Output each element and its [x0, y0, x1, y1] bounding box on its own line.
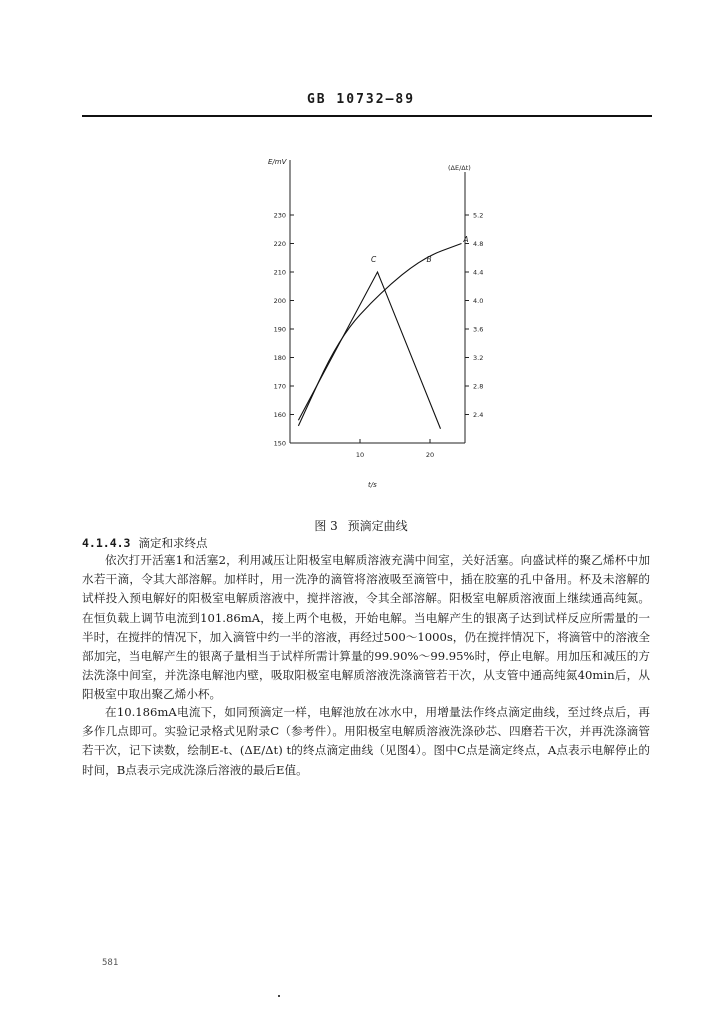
right-y-tick-label: 3.6 — [473, 325, 484, 334]
label-C: C — [371, 255, 377, 265]
left-axis-label: E/mV — [268, 158, 287, 166]
body-paragraph: 在10.186mA电流下，如同预滴定一样，电解池放在冰水中，用增量法作终点滴定曲线，至过终点后，再多作几点即可。实验记录格式见附录C（参考件）。用阳极室电解质溶液洗涤砂芯、四磨若干次，并再洗涤滴管若干次，记下读数，绘制E-t、(ΔE/Δt) t的终点滴定曲线（见图4）。图中C点是滴定终点，A点表示电解停止的时间，B点表示完成洗涤后溶液的最后E值。 — [82, 705, 650, 777]
figure-caption-number: 图 3 — [314, 519, 338, 533]
left-y-tick-label: 200 — [273, 297, 286, 305]
series-C-line — [298, 272, 440, 429]
right-y-tick-label: 2.8 — [473, 382, 484, 391]
left-y-tick-label: 190 — [273, 325, 286, 334]
scan-speck — [278, 995, 280, 997]
pre-titration-chart — [250, 150, 510, 495]
left-y-tick-label: 230 — [273, 211, 286, 220]
standard-code: GB 10732—89 — [306, 92, 416, 107]
pre-titration-figure — [250, 150, 510, 499]
right-y-tick-label: 4.4 — [473, 268, 484, 277]
label-B: B — [426, 255, 432, 265]
left-y-tick-label: 150 — [273, 439, 286, 448]
right-y-tick-label: 2.4 — [473, 411, 484, 419]
right-axis-label: (ΔE/Δt) — [448, 164, 471, 172]
x-axis-label: t/s — [368, 481, 377, 489]
x-tick-label: 10 — [355, 451, 365, 459]
left-y-tick-label: 160 — [273, 411, 286, 419]
right-y-tick-label: 4.0 — [473, 297, 484, 305]
body-paragraph: 依次打开活塞1和活塞2，利用减压让阳极室电解质溶液充满中间室，关好活塞。向盛试样的聚乙烯杯中加水若干滴，令其大部溶解。加样时，用一洗净的滴管将溶液吸至滴管中，插在胶塞的孔中备用。杯及未溶解的试样投入预电解好的阳极室电解质溶液中，搅拌溶液，令其全部溶解。阳极室电解质溶液面上继续通高纯氮。在恒负载上调节电流到101.86mA，接上两个电极，开始电解。当电解产生的银离子达到试样反应所需量的一半时，在搅拌的情况下，加入滴管中约一半的溶液，再经过500～1000s，仍在搅拌情况下，将滴管中的溶液全部加完，当电解产生的银离子量相当于试样所需计算量的99.90%～99.95%时，停止电解。用加压和减压的方法洗涤中间室，并洗涤电解池内壁，吸取阳极室电解质溶液洗涤滴管若干次，从支管中通高纯氮40min后，从阳极室中取出聚乙烯小杯。 — [82, 553, 650, 702]
left-y-tick-label: 180 — [273, 354, 286, 362]
figure-caption — [0, 517, 722, 534]
left-y-tick-label: 220 — [273, 240, 286, 248]
series-A-line — [298, 244, 461, 426]
right-y-tick-label: 4.8 — [473, 240, 484, 248]
page-number: 581 — [102, 958, 119, 968]
left-y-tick-label: 170 — [273, 382, 286, 391]
right-y-tick-label: 3.2 — [473, 354, 484, 362]
section-title: 滴定和求终点 — [138, 536, 208, 550]
section-number: 4.1.4.3 — [82, 536, 131, 550]
label-A: A — [463, 235, 469, 245]
right-y-tick-label: 5.2 — [473, 211, 484, 220]
figure-caption-title: 预滴定曲线 — [347, 519, 408, 533]
section-heading — [82, 535, 207, 551]
left-y-tick-label: 210 — [273, 268, 286, 277]
x-tick-label: 20 — [425, 451, 435, 459]
header-rule — [82, 115, 652, 117]
